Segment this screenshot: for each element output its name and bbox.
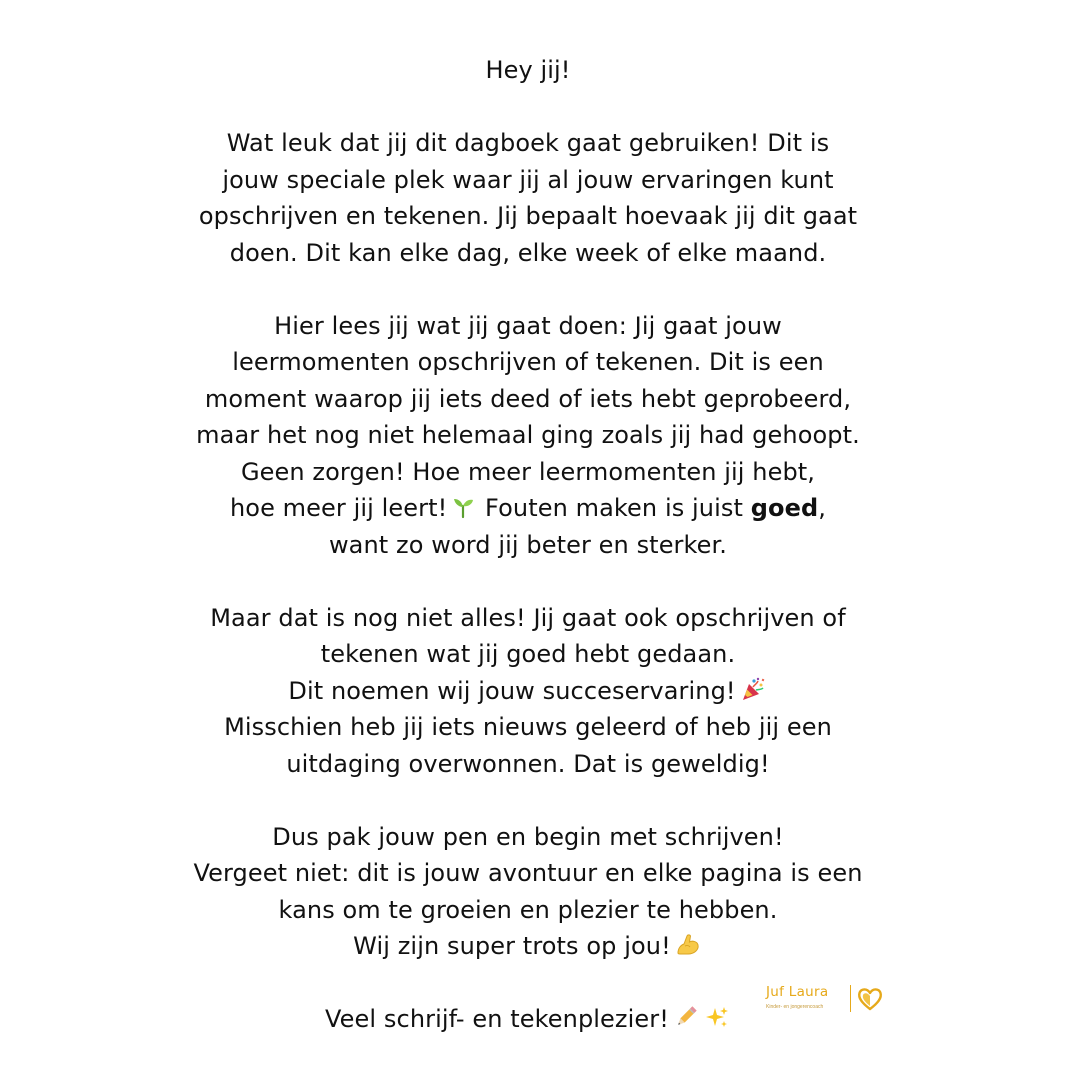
line-text: Dit noemen wij jouw succeservaring! [288, 676, 736, 705]
paragraph-2-line: leermomenten opschrijven of tekenen. Dit is een [232, 348, 824, 376]
paragraph-spacer [0, 89, 1056, 126]
heart-icon [856, 984, 884, 1016]
paragraph-spacer [0, 271, 1056, 308]
paragraph-3-line: Maar dat is nog niet alles! Jij gaat ook opschrijven of [210, 603, 846, 632]
paragraph-3-line: tekenen wat jij goed hebt gedaan. [320, 640, 736, 668]
paragraph-1-line: opschrijven en tekenen. Jij bepaalt hoevaak jij dit gaat [198, 202, 858, 230]
logo-name: Juf Laura [766, 984, 829, 1000]
paragraph-spacer [0, 782, 1056, 819]
paragraph-4-line-with-icon [0, 928, 1056, 965]
line-text: hoe meer jij leert! [229, 494, 448, 522]
party-popper-icon [740, 676, 766, 713]
paragraph-3-line-with-icon [0, 673, 1056, 710]
paragraph-2-line: Hier lees jij wat jij gaat doen: Jij gaat jouw [274, 311, 782, 340]
paragraph-4-line: kans om te groeien en plezier te hebben. [278, 895, 778, 924]
logo-tagline: Kinder- en jongerencoach [766, 1004, 824, 1010]
paragraph-3-line: Misschien heb jij iets nieuws geleerd of heb jij een [224, 713, 832, 741]
paragraph-1-line: doen. Dit kan elke dag, elke week of elke maand. [229, 238, 827, 267]
punctuation: , [818, 494, 827, 522]
line-text: Fouten maken is juist [485, 494, 744, 522]
paragraph-3-line: uitdaging overwonnen. Dat is geweldig! [286, 749, 770, 778]
flexed-biceps-icon [675, 931, 701, 968]
line-text: Wij zijn super trots op jou! [353, 932, 671, 960]
letter-body [0, 52, 1056, 1038]
logo-divider [850, 985, 851, 1012]
paragraph-2-line: Geen zorgen! Hoe meer leermomenten jij hebt, [240, 457, 816, 486]
line-text: Veel schrijf- en tekenplezier! [325, 1005, 669, 1033]
paragraph-spacer [0, 965, 1056, 1002]
brand-logo [766, 984, 886, 1014]
closing-line [0, 1001, 1056, 1038]
paragraph-4-line: Vergeet niet: dit is jouw avontuur en elke pagina is een [193, 859, 863, 887]
paragraph-2-line: maar het nog niet helemaal ging zoals jij had gehoopt. [196, 421, 860, 449]
paragraph-spacer [0, 563, 1056, 600]
greeting: Hey jij! [485, 56, 571, 84]
paragraph-1-line: Wat leuk dat jij dit dagboek gaat gebruiken! Dit is [226, 129, 830, 157]
emphasis-word: goed [750, 494, 819, 522]
paragraph-2-line: want zo word jij beter en sterker. [328, 530, 728, 559]
pencil-icon [673, 1004, 699, 1041]
paragraph-1-line: jouw speciale plek waar jij al jouw ervaringen kunt [222, 165, 834, 194]
sparkles-icon [705, 1004, 729, 1041]
seedling-icon [451, 493, 475, 530]
paragraph-4-line: Dus pak jouw pen en begin met schrijven! [272, 822, 784, 851]
paragraph-2-line: moment waarop jij iets deed of iets hebt geprobeerd, [204, 384, 852, 413]
paragraph-2-line-with-emphasis [0, 490, 1056, 527]
